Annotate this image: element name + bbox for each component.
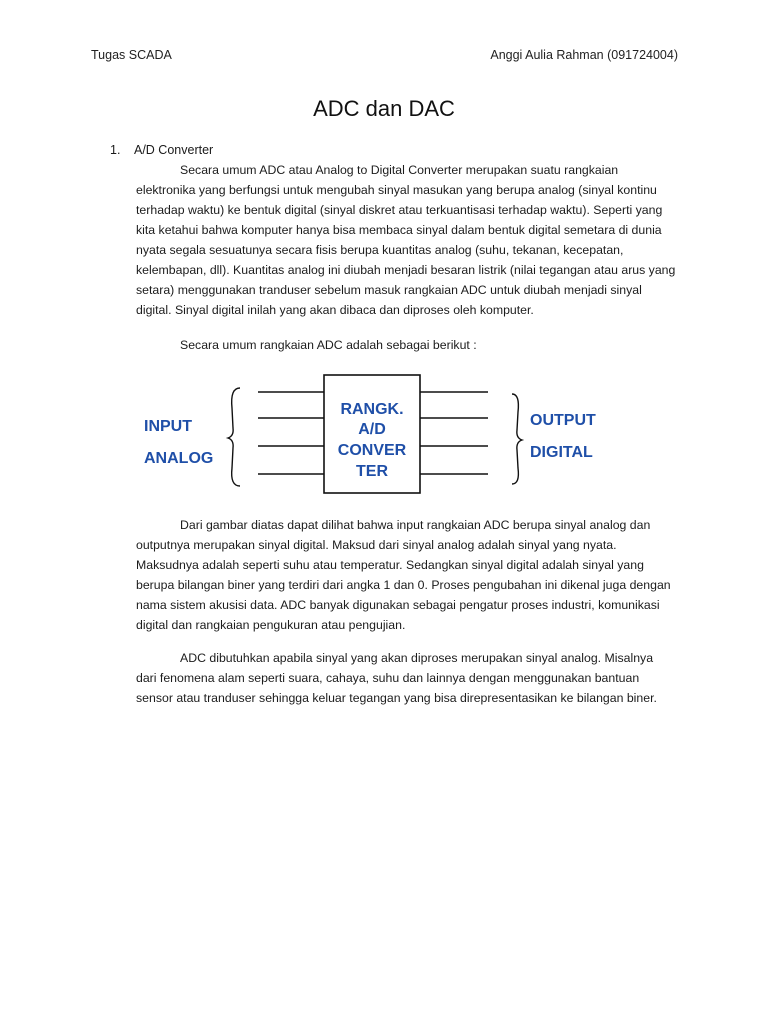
diagram-output-label-1: OUTPUT [530,412,596,429]
header-left: Tugas SCADA [91,48,172,62]
section-number: 1. [110,143,121,157]
section-heading [110,143,213,157]
diagram-input-label-2: ANALOG [144,450,214,467]
page-title: ADC dan DAC [313,96,455,121]
paragraph-usage [136,648,676,708]
diagram-box-label-2: A/D [358,421,386,438]
diagram-box-label-4: TER [356,463,388,480]
diagram-input-label-1: INPUT [144,418,192,435]
left-brace-icon [228,388,240,486]
paragraph-diagram-lead-text: Secara umum rangkaian ADC adalah sebagai berikut : [180,338,477,352]
paragraph-intro-text: Secara umum ADC atau Analog to Digital Converter merupakan suatu rangkaian elektronika yang berfungsi untuk mengubah sinyal masukan yang berupa analog (sinyal kontinu terhadap waktu) ke bentuk digital (sinyal diskret atau terkuantisasi terhadap waktu). Seperti yang kita ketahui bahwa komputer hanya bisa membaca sinyal dalam bentuk digital semetara di dunia nyata segala sesuatunya secara fisis berupa kuantitas analog (suhu, tekanan, kecepatan, kelembapan, dll). Kuantitas analog ini diubah menjadi besaran listrik (nilai tegangan atau arus yang setara) menggunakan tranduser sebelum masuk rangkaian ADC untuk diubah menjadi sinyal digital. Sinyal digital inilah yang akan dibaca dan diproses oleh komputer. [136,163,676,317]
paragraph-diagram-lead [136,335,676,355]
paragraph-explanation-text: Dari gambar diatas dapat dilihat bahwa input rangkaian ADC berupa sinyal analog dan outputnya merupakan sinyal digital. Maksud dari sinyal analog adalah sinyal yang nyata. Maksudnya adalah seperti suhu atau temperatur. Sedangkan sinyal digital adalah sinyal yang berupa bilangan biner yang terdiri dari angka 1 dan 0. Proses pengubahan ini dikenal juga dengan nama sistem akusisi data. ADC banyak digunakan sebagai pengatur proses industri, komunikasi digital dan rangkaian pengukuran atau pengujian. [136,518,671,632]
diagram-output-label-2: DIGITAL [530,444,593,461]
paragraph-intro [136,160,676,320]
paragraph-explanation [136,515,676,635]
adc-block-diagram [130,368,610,498]
paragraph-usage-text: ADC dibutuhkan apabila sinyal yang akan diproses merupakan sinyal analog. Misalnya dari fenomena alam seperti suara, cahaya, suhu dan lainnya dengan menggunakan bantuan sensor atau tranduser sehingga keluar tegangan yang bisa direpresentasikan ke bilangan biner. [136,651,657,705]
header-right: Anggi Aulia Rahman (091724004) [490,48,678,62]
diagram-box-label-3: CONVER [337,442,407,459]
diagram-box-label-1: RANGK. [340,401,404,418]
right-brace-icon [512,394,522,484]
section-title: A/D Converter [134,143,214,157]
